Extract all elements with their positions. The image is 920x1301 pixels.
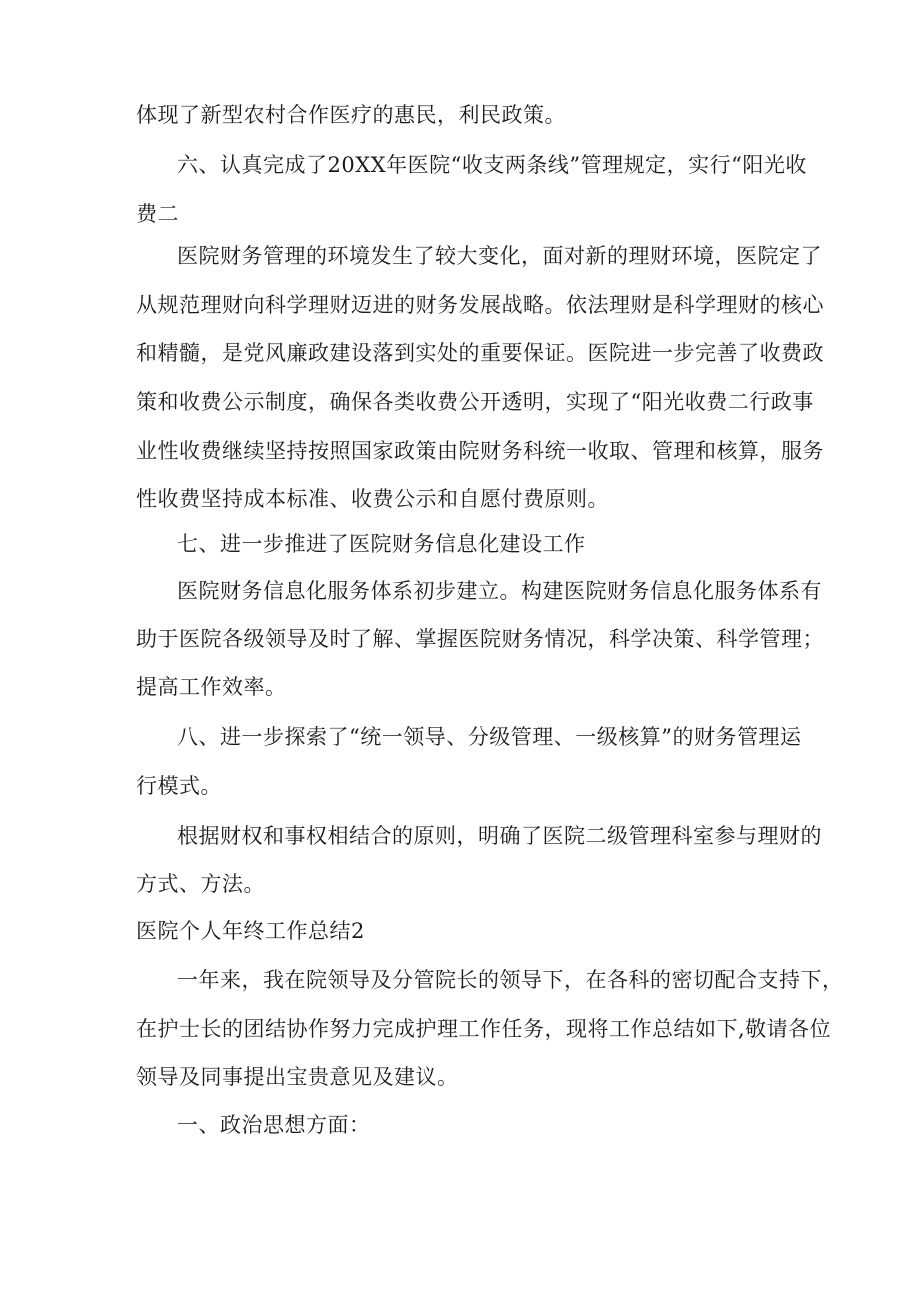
- text-line: 行模式。: [136, 774, 222, 798]
- section-heading: 六、认真完成了20XX年医院“收支两条线”管理规定，实行“阳光收: [177, 153, 807, 177]
- section-heading: 七、进一步推进了医院财务信息化建设工作: [177, 532, 586, 556]
- section-heading: 一、政治思想方面：: [177, 1113, 371, 1137]
- text-line: 和精髓，是党风廉政建设落到实处的重要保证。医院进一步完善了收费政: [136, 341, 824, 365]
- text-line: 提高工作效率。: [136, 675, 287, 699]
- document-title: 医院个人年终工作总结2: [136, 919, 365, 943]
- text-line: 从规范理财向科学理财迈进的财务发展战略。依法理财是科学理财的核心: [136, 293, 824, 317]
- paragraph-start: 一年来，我在院领导及分管院长的领导下，在各科的密切配合支持下，: [177, 968, 844, 992]
- paragraph-start: 医院财务信息化服务体系初步建立。构建医院财务信息化服务体系有: [177, 579, 822, 603]
- text-line: 体现了新型农村合作医疗的惠民，利民政策。: [136, 103, 566, 127]
- paragraph-start: 医院财务管理的环境发生了较大变化，面对新的理财环境，医院定了: [177, 244, 822, 268]
- paragraph-start: 根据财权和事权相结合的原则，明确了医院二级管理科室参与理财的: [177, 824, 822, 848]
- text-line: 策和收费公示制度，确保各类收费公开透明，实现了“阳光收费二行政事: [136, 390, 814, 414]
- text-line: 性收费坚持成本标准、收费公示和自愿付费原则。: [136, 487, 609, 511]
- text-line: 方式、方法。: [136, 872, 265, 896]
- text-line: 助于医院各级领导及时了解、掌握医院财务情况，科学决策、科学管理；: [136, 627, 824, 651]
- section-heading: 八、进一步探索了“统一领导、分级管理、一级核算”的财务管理运: [177, 725, 802, 749]
- text-line: 费二: [136, 202, 179, 226]
- text-line: 业性收费继续坚持按照国家政策由院财务科统一收取、管理和核算，服务: [136, 439, 824, 463]
- text-line: 领导及同事提出宝贵意见及建议。: [136, 1065, 459, 1089]
- text-line: 在护士长的团结协作努力完成护理工作任务，现将工作总结如下,敬请各位: [136, 1017, 832, 1041]
